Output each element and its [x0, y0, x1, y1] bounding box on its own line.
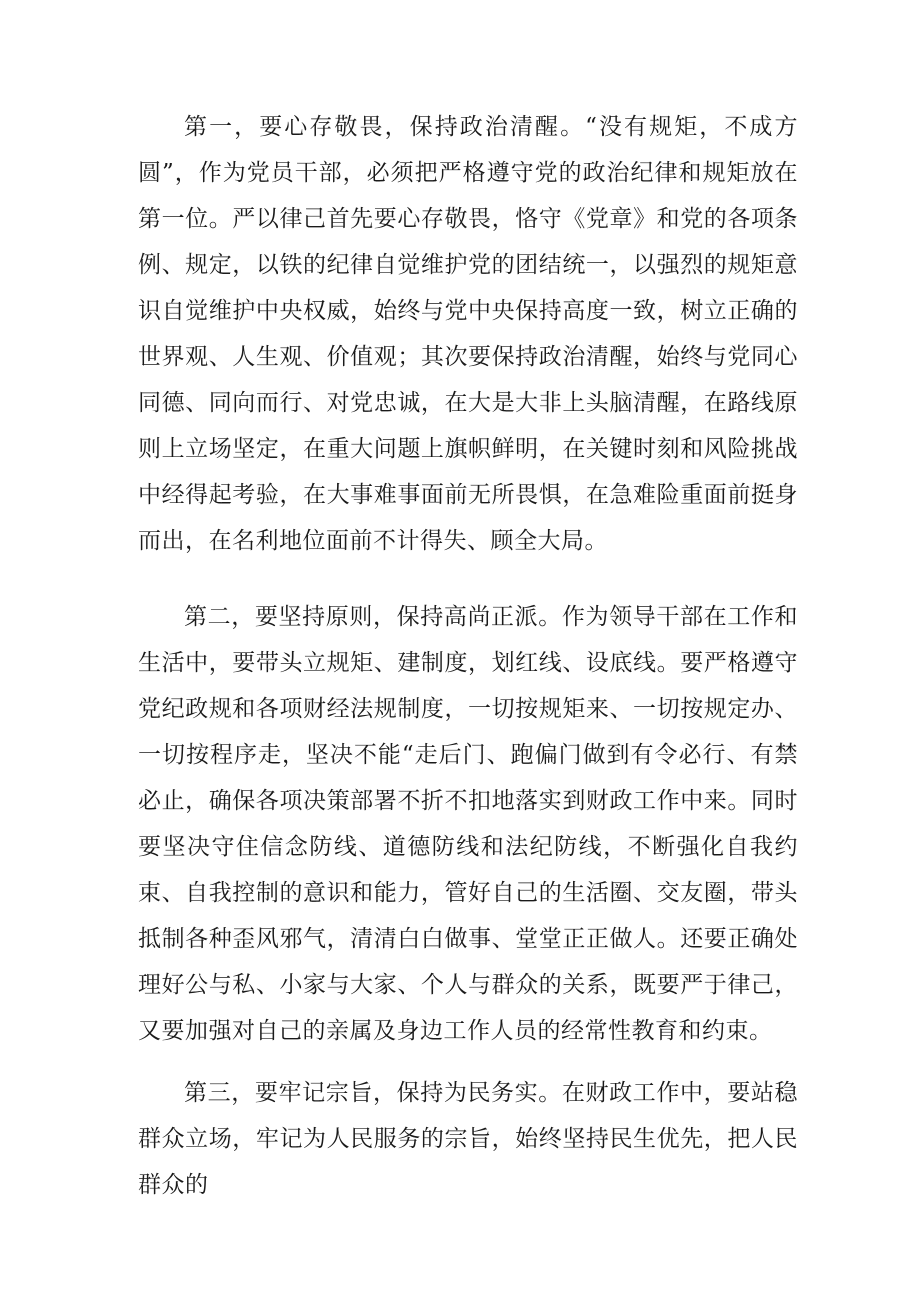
paragraph-third-point: 第三，要牢记宗旨，保持为民务实。在财政工作中，要站稳群众立场，牢记为人民服务的宗旨，始终坚持民生优先，把人民群众的 [138, 1080, 798, 1198]
document-body [138, 104, 798, 1208]
paragraph-second-point: 第二，要坚持原则，保持高尚正派。作为领导干部在工作和生活中，要带头立规矩、建制度，划红线、设底线。要严格遵守党纪政规和各项财经法规制度，一切按规矩来、一切按规定办、一切按程序走，坚决不能“走后门、跑偏门做到有令必行、有禁必止，确保各项决策部署不折不扣地落实到财政工作中来。同时要坚决守住信念防线、道德防线和法纪防线，不断强化自我约束、自我控制的意识和能力，管好自己的生活圈、交友圈，带头抵制各种歪风邪气，清清白白做事、堂堂正正做人。还要正确处理好公与私、小家与大家、个人与群众的关系，既要严于律己，又要加强对自己的亲属及身边工作人员的经常性教育和约束。 [138, 604, 798, 1044]
paragraph-first-point: 第一，要心存敬畏，保持政治清醒。“没有规矩，不成方圆”，作为党员干部，必须把严格遵守党的政治纪律和规矩放在第一位。严以律己首先要心存敬畏，恪守《党章》和党的各项条例、规定，以铁的纪律自觉维护党的团结统一，以强烈的规矩意识自觉维护中央权威，始终与党中央保持高度一致，树立正确的世界观、人生观、价值观；其次要保持政治清醒，始终与党同心同德、同向而行、对党忠诚，在大是大非上头脑清醒，在路线原则上立场坚定，在重大问题上旗帜鲜明，在关键时刻和风险挑战中经得起考验，在大事难事面前无所畏惧，在急难险重面前挺身而出，在名利地位面前不计得失、顾全大局。 [138, 114, 798, 554]
